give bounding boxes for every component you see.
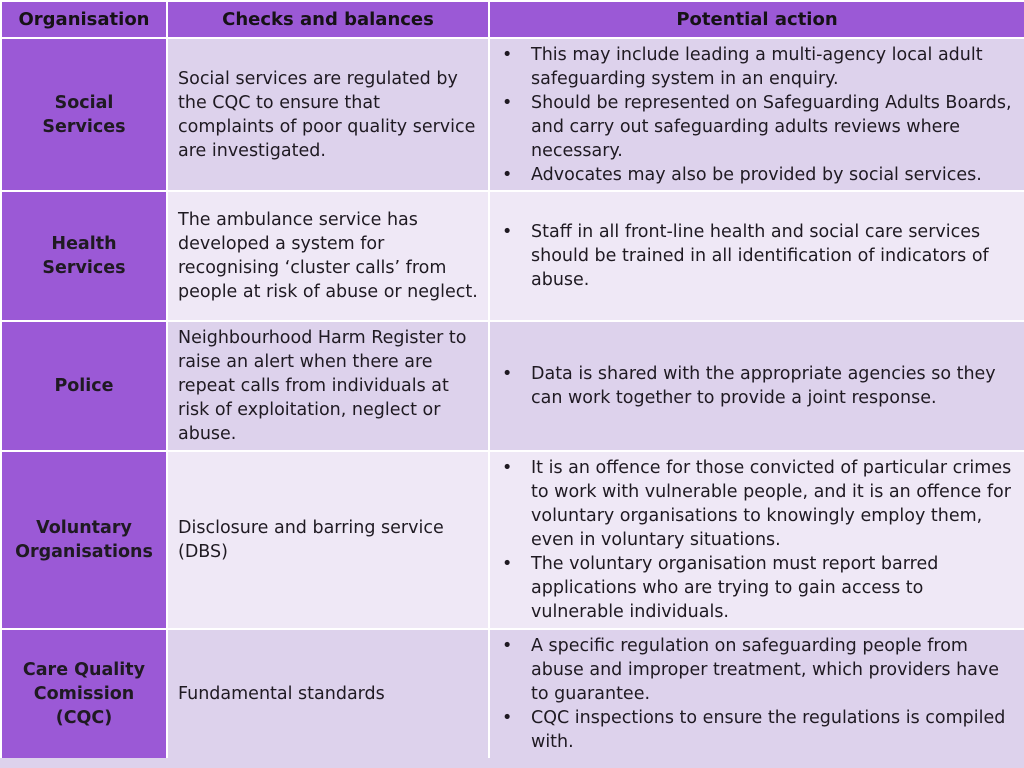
table-row xyxy=(1,629,1024,759)
action-item: • Staff in all front-line health and social care services should be trained in all identification of indicators of abuse. xyxy=(500,220,1018,292)
action-list xyxy=(500,362,1018,410)
table-row xyxy=(1,38,1024,191)
action-item: • Advocates may also be provided by social services. xyxy=(500,163,1018,187)
checks-cell: Neighbourhood Harm Register to raise an alert when there are repeat calls from individuals at risk of exploitation, neglect or abuse. xyxy=(167,321,489,451)
header-organisation: Organisation xyxy=(1,1,167,38)
action-list xyxy=(500,43,1018,187)
action-item: • This may include leading a multi-agency local adult safeguarding system in an enquiry. xyxy=(500,43,1018,91)
action-item: • Data is shared with the appropriate agencies so they can work together to provide a joint response. xyxy=(500,362,1018,410)
organisation-cell: Police xyxy=(1,321,167,451)
action-list xyxy=(500,220,1018,292)
checks-cell: Social services are regulated by the CQC to ensure that complaints of poor quality service are investigated. xyxy=(167,38,489,191)
footer-strip xyxy=(0,758,1024,768)
action-list xyxy=(500,456,1018,624)
checks-cell: The ambulance service has developed a system for recognising ‘cluster calls’ from people at risk of abuse or neglect. xyxy=(167,191,489,321)
checks-cell: Disclosure and barring service (DBS) xyxy=(167,451,489,629)
action-list xyxy=(500,634,1018,754)
action-cell xyxy=(489,321,1024,451)
action-item: • CQC inspections to ensure the regulations is compiled with. xyxy=(500,706,1018,754)
organisation-cell: Social Services xyxy=(1,38,167,191)
action-item: • It is an offence for those convicted of particular crimes to work with vulnerable people, and it is an offence for voluntary organisations to knowingly employ them, even in voluntary situations. xyxy=(500,456,1018,552)
action-item: • The voluntary organisation must report barred applications who are trying to gain access to vulnerable individuals. xyxy=(500,552,1018,624)
organisation-cell: Health Services xyxy=(1,191,167,321)
header-checks: Checks and balances xyxy=(167,1,489,38)
table-row xyxy=(1,321,1024,451)
action-cell xyxy=(489,191,1024,321)
action-cell xyxy=(489,38,1024,191)
action-item: • Should be represented on Safeguarding Adults Boards, and carry out safeguarding adults reviews where necessary. xyxy=(500,91,1018,163)
organisation-cell: Voluntary Organisations xyxy=(1,451,167,629)
action-cell xyxy=(489,451,1024,629)
checks-cell: Fundamental standards xyxy=(167,629,489,759)
header-action: Potential action xyxy=(489,1,1024,38)
organisation-cell: Care Quality Comission (CQC) xyxy=(1,629,167,759)
table-row xyxy=(1,451,1024,629)
action-item: • A specific regulation on safeguarding people from abuse and improper treatment, which providers have to guarantee. xyxy=(500,634,1018,706)
table-row xyxy=(1,191,1024,321)
action-cell xyxy=(489,629,1024,759)
header-row xyxy=(1,1,1024,38)
